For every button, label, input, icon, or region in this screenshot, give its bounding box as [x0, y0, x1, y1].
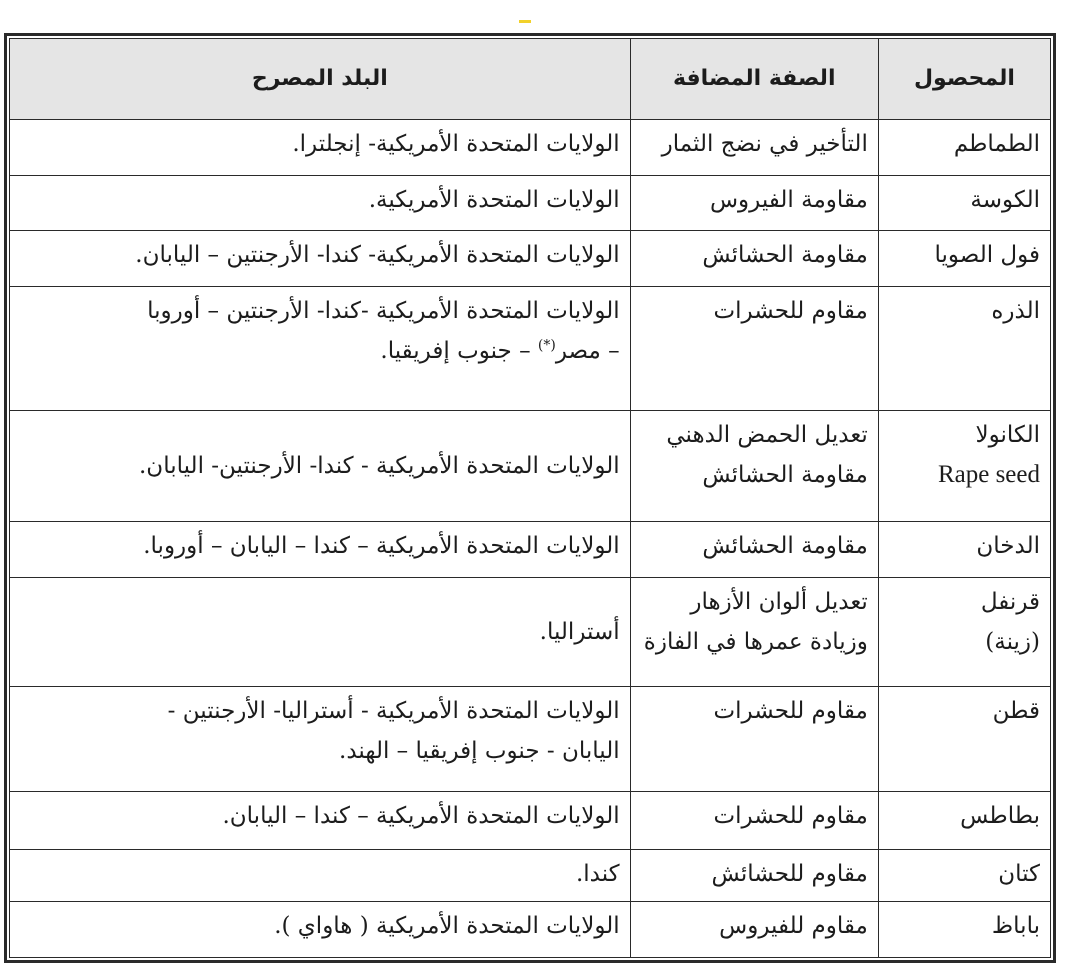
- table-row: [10, 231, 1051, 287]
- table-row: [10, 687, 1051, 792]
- table-row: [10, 175, 1051, 231]
- gm-crops-table: [9, 38, 1051, 958]
- crop-cell: قطن: [878, 687, 1050, 792]
- country-cell: أستراليا.: [10, 578, 631, 687]
- crop-cell: فول الصويا: [878, 231, 1050, 287]
- yellow-mark: [519, 20, 531, 23]
- trait-cell: [630, 578, 878, 687]
- trait-cell: التأخير في نضج الثمار: [630, 120, 878, 176]
- crop-line: الكانولا: [975, 421, 1040, 448]
- country-cell: الولايات المتحدة الأمريكية- كندا- الأرجنتين – اليابان.: [10, 231, 631, 287]
- country-cell: [10, 687, 631, 792]
- country-cell: كندا.: [10, 849, 631, 902]
- crop-cell: الدخان: [878, 521, 1050, 578]
- country-line: الولايات المتحدة الأمريكية -كندا- الأرجنتين – أوروبا: [147, 297, 620, 324]
- country-cell: الولايات المتحدة الأمريكية – كندا – اليابان.: [10, 792, 631, 850]
- table-row: [10, 792, 1051, 850]
- country-line: الولايات المتحدة الأمريكية - أستراليا- الأرجنتين -: [167, 698, 620, 725]
- crop-cell: باباظ: [878, 902, 1050, 958]
- crop-cell: بطاطس: [878, 792, 1050, 850]
- crop-cell: الطماطم: [878, 120, 1050, 176]
- crop-cell: [878, 410, 1050, 521]
- gm-crops-table-frame: [4, 33, 1056, 963]
- trait-cell: مقاومة الحشائش: [630, 231, 878, 287]
- trait-line: مقاومة الحشائش: [702, 461, 868, 488]
- trait-cell: مقاومة الحشائش: [630, 521, 878, 578]
- trait-line: وزيادة عمرها في الفازة: [643, 629, 868, 656]
- country-cell: الولايات المتحدة الأمريكية.: [10, 175, 631, 231]
- trait-cell: مقاومة الفيروس: [630, 175, 878, 231]
- country-line: اليابان - جنوب إفريقيا – الهند.: [339, 738, 620, 765]
- table-row: [10, 578, 1051, 687]
- country-line: [20, 331, 620, 371]
- trait-cell: مقاوم للحشرات: [630, 286, 878, 410]
- trait-cell: [630, 410, 878, 521]
- trait-cell: مقاوم للحشرات: [630, 687, 878, 792]
- trait-line: تعديل ألوان الأزهار: [690, 589, 868, 616]
- header-row: [10, 39, 1051, 120]
- table-row: [10, 521, 1051, 578]
- crop-cell: الكوسة: [878, 175, 1050, 231]
- footnote-marker: (*): [537, 336, 556, 353]
- country-cell: الولايات المتحدة الأمريكية – كندا – اليابان – أوروبا.: [10, 521, 631, 578]
- table-row: [10, 902, 1051, 958]
- crop-line: (زينة): [985, 629, 1040, 656]
- country-cell: الولايات المتحدة الأمريكية- إنجلترا.: [10, 120, 631, 176]
- crop-cell: الذره: [878, 286, 1050, 410]
- header-trait: الصفة المضافة: [630, 39, 878, 120]
- crop-line: قرنفل: [980, 589, 1040, 616]
- trait-cell: مقاوم للحشائش: [630, 849, 878, 902]
- trait-cell: مقاوم للفيروس: [630, 902, 878, 958]
- table-row: [10, 410, 1051, 521]
- trait-line: تعديل الحمض الدهني: [666, 421, 868, 448]
- crop-cell: [878, 578, 1050, 687]
- country-text: – جنوب إفريقيا.: [380, 337, 538, 364]
- header-crop: المحصول: [878, 39, 1050, 120]
- crop-line-latin: Rape seed: [937, 460, 1040, 488]
- country-cell: [10, 286, 631, 410]
- header-country: البلد المصرح: [10, 39, 631, 120]
- country-cell: الولايات المتحدة الأمريكية ( هاواي ).: [10, 902, 631, 958]
- table-row: [10, 849, 1051, 902]
- crop-cell: كتان: [878, 849, 1050, 902]
- country-cell: الولايات المتحدة الأمريكية - كندا- الأرجنتين- اليابان.: [10, 410, 631, 521]
- table-row: [10, 120, 1051, 176]
- country-text: – مصر: [555, 337, 620, 364]
- trait-cell: مقاوم للحشرات: [630, 792, 878, 850]
- table-row: [10, 286, 1051, 410]
